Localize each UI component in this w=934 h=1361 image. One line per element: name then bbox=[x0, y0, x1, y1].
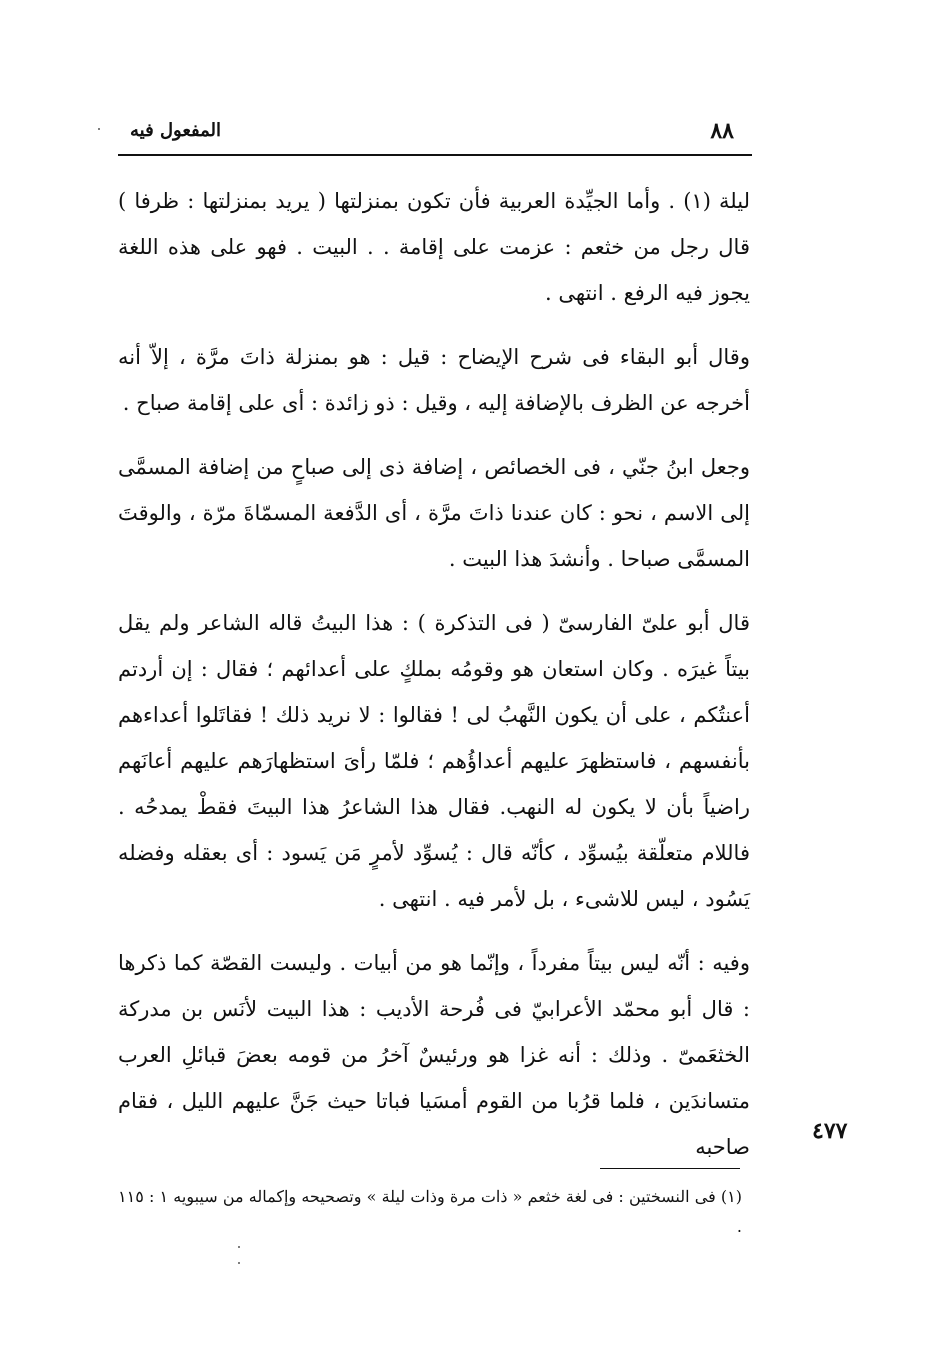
paragraph-2: وقال أبو البقاء فى شرح الإيضاح : قيل : هو بمنزلة ذاتَ مرَّة ، إلاّ أنه أخرجه عن الظرف بالإضافة إليه ، وقيل : ذو زائدة : أى على إقامة صباح . bbox=[118, 345, 750, 415]
paragraph-4: قال أبو علىّ الفارسىّ ( فى التذكرة ) : هذا البيتُ قاله الشاعر ولم يقل بيتاً غيرَه . وكان استعان هو وقومُه بملكٍ على أعدائهم ؛ فقال : إن أردتم أعنتُكم ، على أن يكون النَّهبُ لى ! فقالوا : لا نريد ذلك ! فقاتَلوا أعداءهم بأنفسهم ، فاستظهرَ عليهم أعداؤُهم ؛ فلمّا رأىَ استظهارَهم عليهم أعانَهم راضياً بأن لا يكون له النهب. فقال هذا الشاعرُ هذا البيتَ فقطْ يمدحُه . فاللام متعلّقة بيُسوِّد ، كأنّه قال : يُسوِّد لأمرٍ مَن يَسود : أى بعقله وفضله يَسُود ، ليس للاشىء ، بل لأمر فيه . انتهى . bbox=[118, 611, 750, 911]
page-header bbox=[118, 118, 752, 156]
paragraph-5: وفيه : أنّه ليس بيتاً مفرداً ، وإنّما هو من أبيات . وليست القصّة كما ذكرها : قال أبو محمّد الأعرابيّ فى فُرحة الأديب : هذا البيت لأنَس بن مدركة الخثعَمىّ . وذلك : أنه غزا هو ورئيسٌ آخرُ من قومه بعضَ قبائلِ العرب متساندَين ، فلما قرُبا من القوم أمسَيا فباتا حيث جَنَّ عليهم الليل ، فقام صاحبه bbox=[118, 951, 750, 1159]
margin-page-number: ٤٧٧ bbox=[812, 1118, 848, 1144]
paragraph-3: وجعل ابنُ جنّي ، فى الخصائص ، إضافة ذى إلى صباحٍ من إضافة المسمَّى إلى الاسم ، نحو : كان عندنا ذاتَ مرَّة ، أى الدَّفعة المسمّاةَ مرّة ، والوقتَ المسمَّى صباحا . وأنشدَ هذا البيت . bbox=[118, 455, 750, 571]
scan-speck bbox=[238, 1262, 240, 1264]
footnote: (١) فى النسختين : فى لغة خثعم « ذات مرة وذات ليلة » وتصحيحه وإكماله من سيبويه ١ : ١١٥ . bbox=[118, 1187, 742, 1236]
running-title: المفعول فيه bbox=[130, 120, 222, 141]
scan-speck bbox=[98, 128, 100, 130]
body-text bbox=[118, 178, 750, 1188]
paragraph-1: ليلة (١) . وأما الجيِّدة العربية فأن تكون بمنزلتها ( يريد بمنزلتها : ظرفا ) قال رجل من خثعم : عزمت على إقامة . . البيت . فهو على هذه اللغة يجوز فيه الرفع . انتهى . bbox=[118, 189, 750, 305]
scan-speck bbox=[238, 1246, 240, 1248]
footnote-divider bbox=[600, 1168, 740, 1169]
page-number: ٨٨ bbox=[710, 118, 734, 144]
